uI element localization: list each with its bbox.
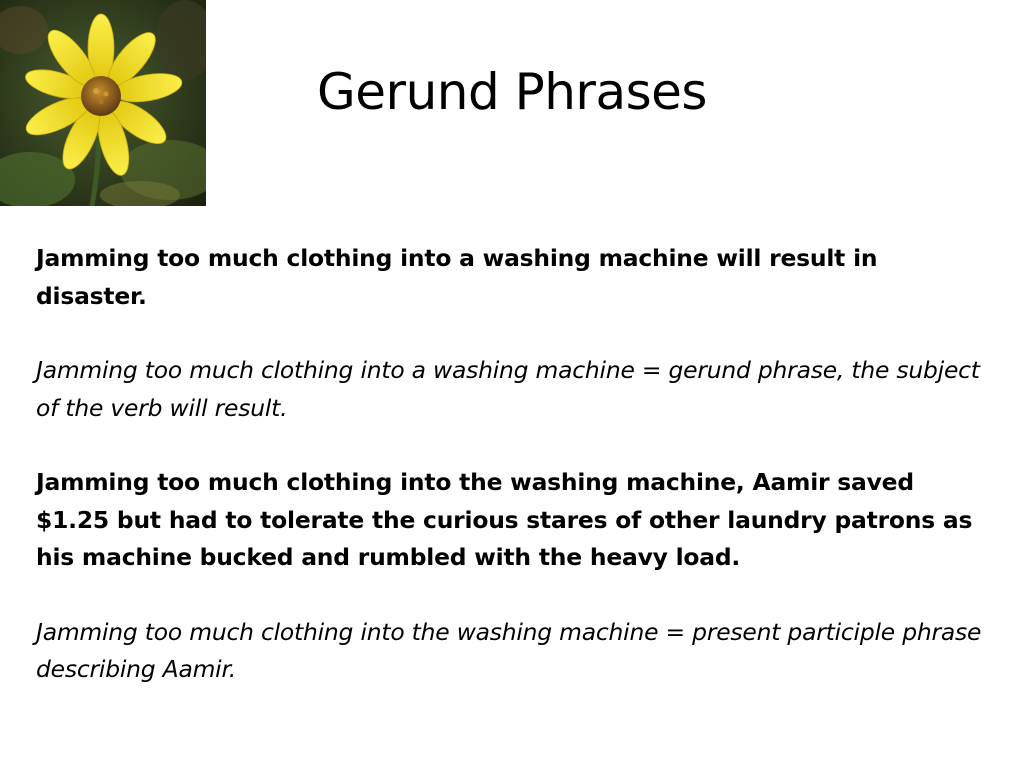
slide-title: Gerund Phrases (317, 63, 707, 121)
slide-body (36, 240, 986, 726)
explanation-1: Jamming too much clothing into a washing machine = gerund phrase, the subject of the verb will result. (36, 356, 980, 422)
flower-photo (0, 0, 206, 206)
explanation-2: Jamming too much clothing into the washing machine = present participle phrase describing Aamir. (36, 617, 982, 683)
example-sentence-2: Jamming too much clothing into the washing machine, Aamir saved $1.25 but had to tolerate the curious stares of other laundry patrons as his machine bucked and rumbled with the heavy load. (36, 468, 973, 571)
flower-image-icon (0, 0, 206, 206)
example-sentence-1: Jamming too much clothing into a washing machine will result in disaster. (36, 244, 878, 310)
